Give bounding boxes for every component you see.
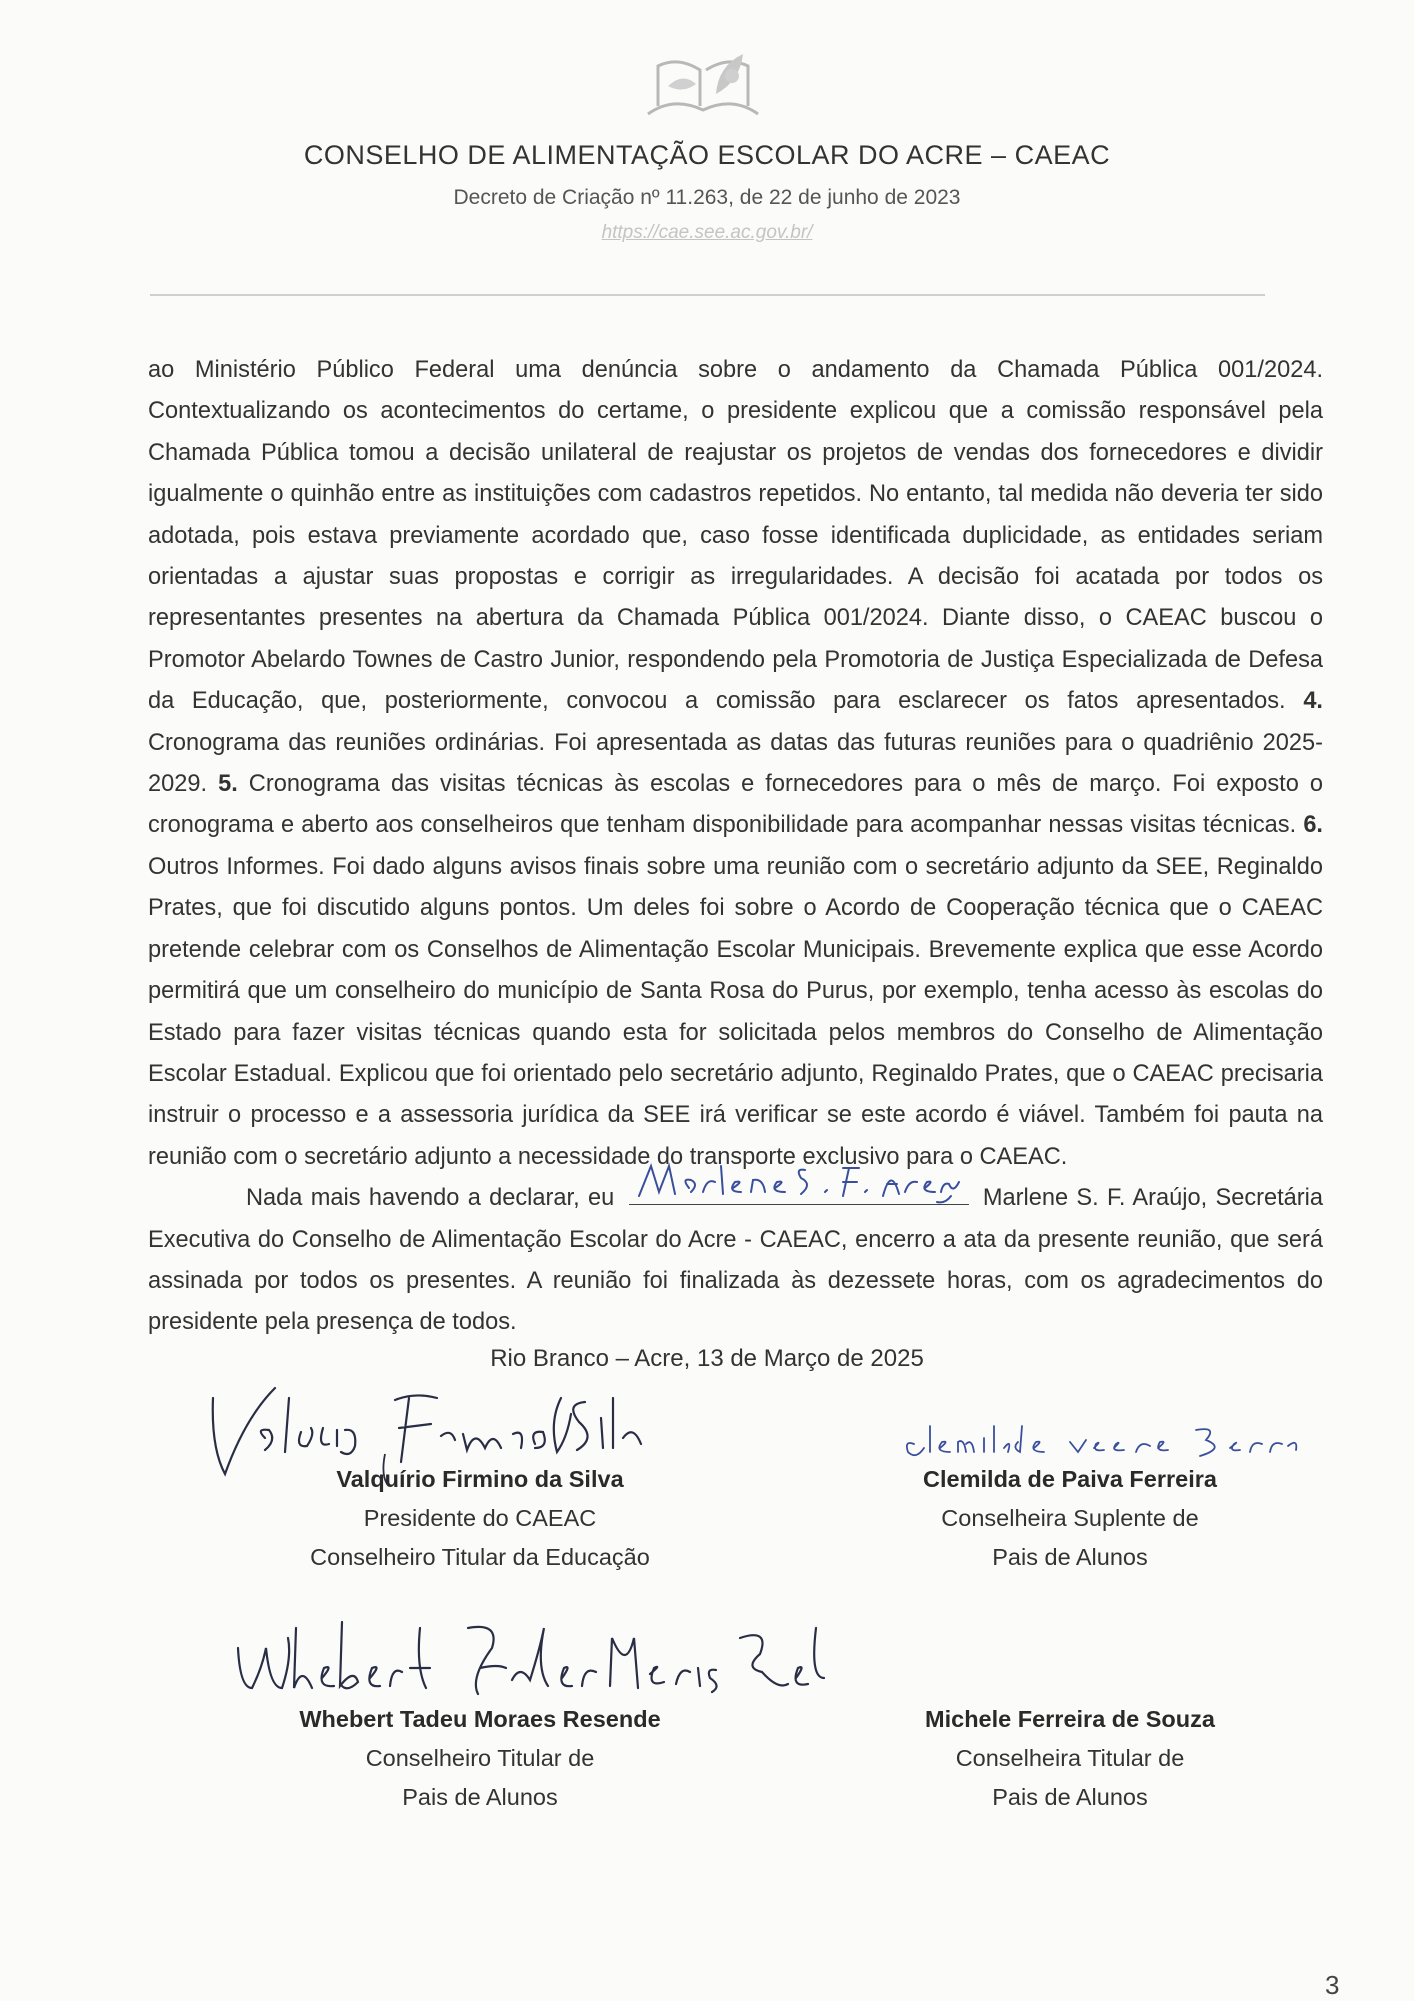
signer-name: Whebert Tadeu Moraes Resende — [299, 1706, 661, 1732]
signature-block-parents-counselor — [240, 1700, 720, 1817]
signature-block-president — [240, 1460, 720, 1577]
caeac-logo-icon — [628, 36, 778, 136]
decree-line: Decreto de Criação nº 11.263, de 22 de junho de 2023 — [453, 186, 961, 209]
signer-role: Conselheira Titular de — [955, 1745, 1185, 1771]
item-6-number: 6. — [1303, 812, 1323, 839]
signer-role: Presidente do CAEAC — [363, 1505, 597, 1531]
closing-intro: Nada mais havendo a declarar, eu — [246, 1185, 615, 1212]
closing-paragraph — [148, 1178, 1323, 1344]
minutes-body — [148, 350, 1323, 1344]
item-6-text: Outros Informes. Foi dado alguns avisos finais sobre uma reunião com o secretário adjunto da SEE, Reginaldo Prates, que foi discutido alguns pontos. Um deles foi sobre o Acordo de Cooperação técnica que o CAEAC pretende celebrar com os Conselhos de Alimentação Escolar Municipais. Brevemente explica que esse Acordo permitirá que um conselheiro do município de Santa Rosa do Purus, por exemplo, tenha acesso às escolas do Estado para fazer visitas técnicas quando esta for solicitada pelos membros do Conselho de Alimentação Escolar Estadual. Explicou que foi orientado pelo secretário adjunto, Reginaldo Prates, que o CAEAC precisaria instruir o processo e a assessoria jurídica da SEE irá verificar se este acordo é viável. Também foi pauta na reunião com o secretário adjunto a necessidade do transporte exclusivo para o CAEAC. — [148, 853, 1323, 1170]
signer-role: Conselheira Suplente de — [941, 1505, 1199, 1531]
place-and-date: Rio Branco – Acre, 13 de Março de 2025 — [490, 1345, 924, 1372]
signer-role: Pais de Alunos — [402, 1784, 558, 1810]
signer-role: Pais de Alunos — [992, 1784, 1148, 1810]
signature-block-alternate-counselor — [830, 1460, 1310, 1577]
signer-name: Clemilda de Paiva Ferreira — [923, 1466, 1217, 1492]
signer-name: Michele Ferreira de Souza — [925, 1706, 1215, 1732]
council-title: CONSELHO DE ALIMENTAÇÃO ESCOLAR DO ACRE – CAEAC — [303, 140, 1111, 170]
page-number: 3 — [1325, 1970, 1340, 2000]
item-4-text: Cronograma das reuniões ordinárias. Foi apresentada as datas das futuras reuniões para o quadriênio 2025-2029. — [148, 729, 1323, 798]
item-5-number: 5. — [218, 771, 238, 798]
signer-role: Conselheiro Titular da Educação — [310, 1544, 650, 1570]
item-4-number: 4. — [1303, 688, 1323, 715]
signer-name: Valquírio Firmino da Silva — [336, 1466, 624, 1492]
website-link[interactable]: https://cae.see.ac.gov.br/ — [601, 222, 813, 243]
signature-block-parents-counselor-2 — [830, 1700, 1310, 1817]
signer-role: Pais de Alunos — [992, 1544, 1148, 1570]
closing-text: Marlene S. F. Araújo, Secretária Executiva do Conselho de Alimentação Escolar do Acre - CAEAC, encerro a ata da presente reunião, que será assinada por todos os presentes. A reunião foi finalizada às dezessete horas, com os agradecimentos do presidente pela presença de todos. — [148, 1185, 1323, 1336]
item-5-text: Cronograma das visitas técnicas às escolas e fornecedores para o mês de março. Foi exposto o cronograma e aberto aos conselheiros que tenham disponibilidade para acompanhar nessas visitas técnicas. — [148, 771, 1323, 839]
secretary-signature-icon — [629, 1158, 969, 1204]
secretary-signature — [629, 1178, 969, 1205]
paragraph-intro: ao Ministério Público Federal uma denúncia sobre o andamento da Chamada Pública 001/2024. Contextualizando os acontecimentos do certame, o presidente explicou que a comissão responsável pela Chamada Pública tomou a decisão unilateral de reajustar os projetos de vendas dos fornecedores e dividir igualmente o quinhão entre as instituições com cadastros repetidos. No entanto, tal medida não deveria ter sido adotada, pois estava previamente acordado que, caso fosse identificada duplicidade, as entidades seriam orientadas a ajustar suas propostas e corrigir as irregularidades. A decisão foi acatada por todos os representantes presentes na abertura da Chamada Pública 001/2024. Diante disso, o CAEAC buscou o Promotor Abelardo Townes de Castro Junior, respondendo pela Promotoria de Justiça Especializada de Defesa da Educação, que, posteriormente, convocou a comissão para esclarecer os fatos apresentados. — [148, 357, 1323, 715]
minutes-paragraph — [148, 350, 1323, 1178]
header-divider — [150, 294, 1265, 296]
signer-role: Conselheiro Titular de — [365, 1745, 595, 1771]
